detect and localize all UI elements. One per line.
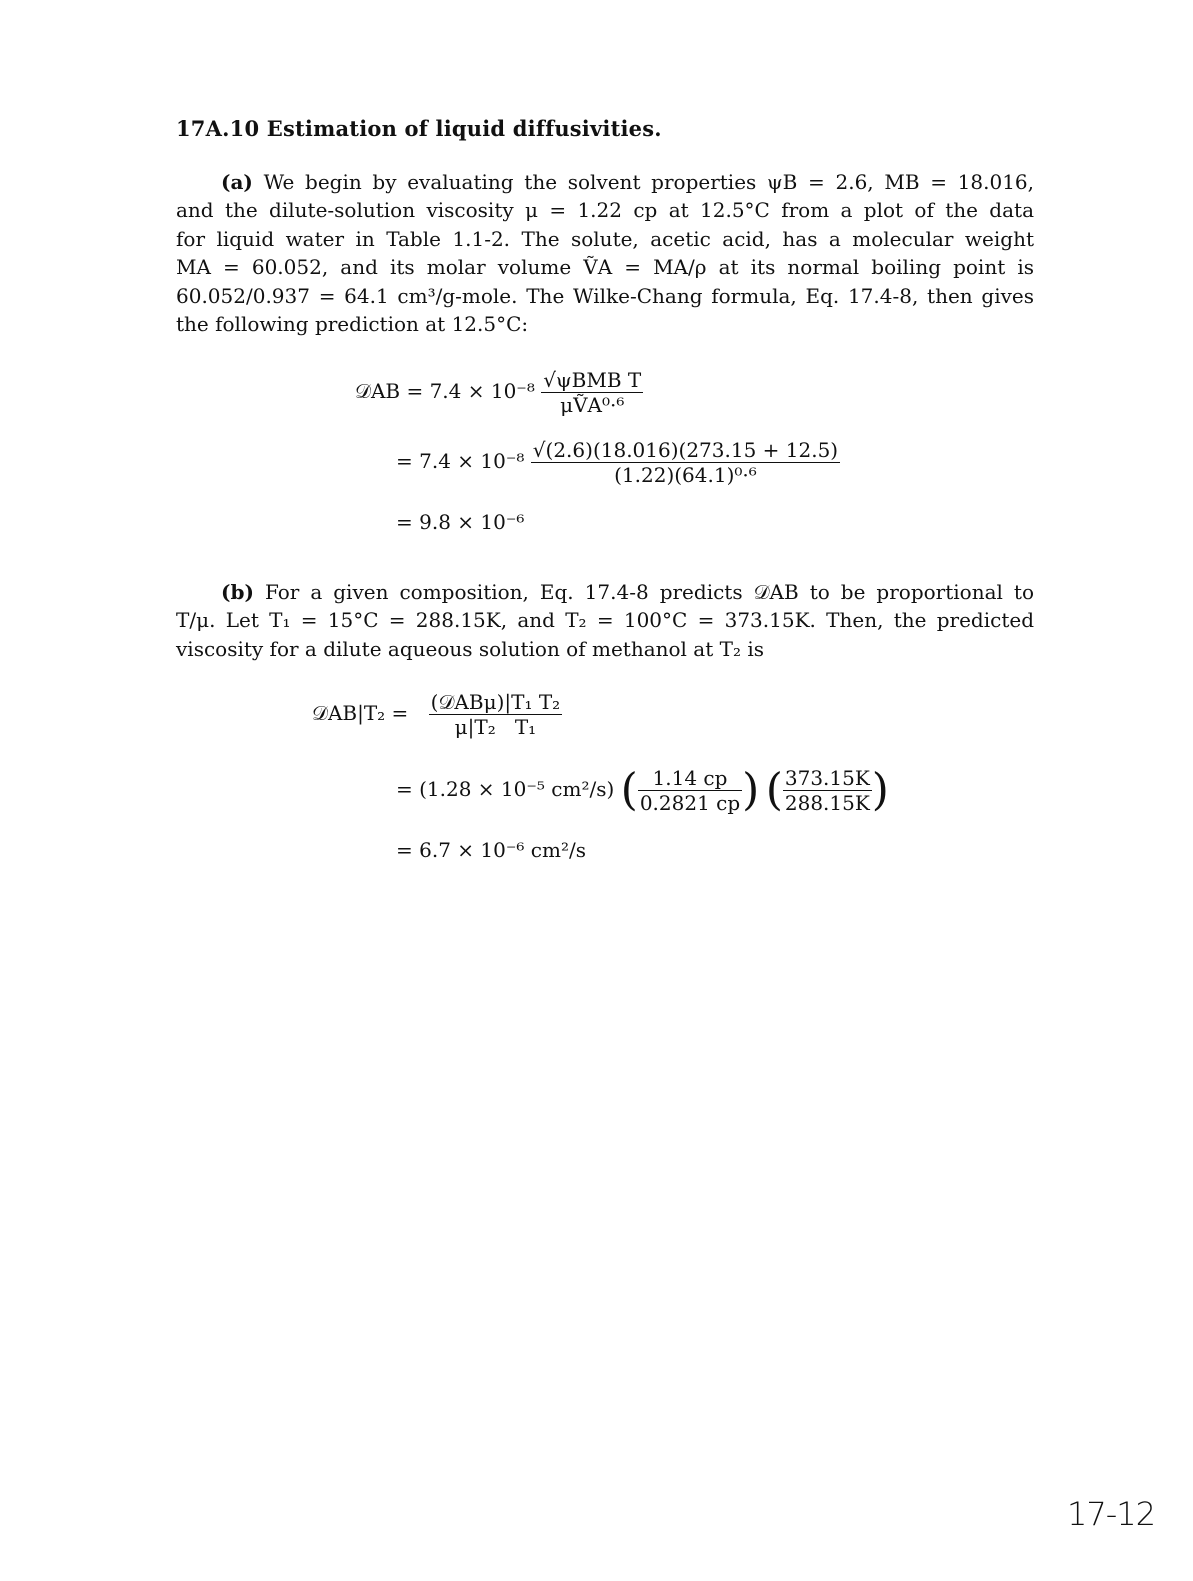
part-b-line-2: T/μ. Let T₁ = 15°C = 288.15K, and T₂ = 100°C = 373.15K. Then, the predicted bbox=[176, 608, 1034, 633]
eq-b-2: = (1.28 × 10⁻⁵ cm²/s) ( $\frac{1.14 cp}{0.2821 cp}$ ) ( $\frac{373.15K}{288.15K}$ ) bbox=[396, 764, 889, 816]
eq-b-1-fraction bbox=[429, 690, 563, 739]
part-b-line-3: viscosity for a dilute aqueous solution of methanol at T₂ is bbox=[176, 636, 764, 661]
part-b-paragraph bbox=[176, 578, 1034, 663]
eq-b-2-f1-numerator: 1.14 cp bbox=[638, 766, 742, 791]
eq-a-1-fraction bbox=[541, 368, 643, 417]
section-title: 17A.10 Estimation of liquid diffusivities. bbox=[176, 116, 662, 141]
eq-b-2-f1-denominator: 0.2821 cp bbox=[639, 791, 741, 815]
eq-a-1-lhs: 𝒟AB = 7.4 × 10⁻⁸ bbox=[355, 379, 535, 403]
part-b-line-1: (b) For a given composition, Eq. 17.4-8 predicts 𝒟AB to be proportional to bbox=[221, 580, 1035, 604]
eq-a-1-denominator: μṼA⁰·⁶ bbox=[560, 393, 625, 417]
part-a-paragraph bbox=[176, 168, 1034, 338]
eq-a-3: = 9.8 × 10⁻⁶ bbox=[396, 510, 525, 534]
eq-b-2-lhs: = (1.28 × 10⁻⁵ cm²/s) bbox=[396, 777, 615, 801]
eq-b-1-denominator: μ|T₂ T₁ bbox=[454, 715, 537, 739]
eq-b-2-f2-denominator: 288.15K bbox=[784, 791, 870, 815]
eq-b-1-numerator: (𝒟ABμ)|T₁ T₂ bbox=[430, 690, 561, 714]
part-a-label: (a) bbox=[221, 170, 253, 194]
part-a-line-1: (a) We begin by evaluating the solvent properties ψB = 2.6, MB = 18.016, bbox=[221, 170, 1034, 194]
eq-a-2-fraction bbox=[531, 438, 840, 487]
part-a-line-5: 60.052/0.937 = 64.1 cm³/g-mole. The Wilke-Chang formula, Eq. 17.4-8, then gives bbox=[176, 283, 1034, 308]
eq-b-2-fraction-2 bbox=[783, 766, 872, 815]
part-b-label: (b) bbox=[221, 580, 254, 604]
part-a-line-2: and the dilute-solution viscosity μ = 1.22 cp at 12.5°C from a plot of the data bbox=[176, 198, 1034, 223]
eq-a-1 bbox=[355, 368, 643, 417]
eq-a-2-denominator: (1.22)(64.1)⁰·⁶ bbox=[614, 463, 757, 487]
eq-a-2-numerator: √(2.6)(18.016)(273.15 + 12.5) bbox=[532, 438, 839, 462]
part-a-line-4: MA = 60.052, and its molar volume ṼA = MA/ρ at its normal boiling point is bbox=[176, 255, 1034, 280]
eq-b-2-f2-numerator: 373.15K bbox=[784, 766, 870, 790]
part-a-line-6: the following prediction at 12.5°C: bbox=[176, 312, 529, 337]
eq-a-1-numerator: √ψBMB T bbox=[543, 368, 642, 392]
eq-b-1 bbox=[312, 690, 562, 739]
page-number: 17-12 bbox=[1067, 1495, 1155, 1533]
eq-b-1-lhs: 𝒟AB|T₂ = bbox=[312, 701, 409, 725]
part-a-line-3: for liquid water in Table 1.1-2. The solute, acetic acid, has a molecular weight bbox=[176, 226, 1034, 251]
eq-b-3: = 6.7 × 10⁻⁶ cm²/s bbox=[396, 838, 586, 862]
eq-b-2-fraction-1 bbox=[638, 766, 742, 815]
eq-a-2 bbox=[396, 438, 840, 487]
eq-a-2-lhs: = 7.4 × 10⁻⁸ bbox=[396, 449, 525, 473]
